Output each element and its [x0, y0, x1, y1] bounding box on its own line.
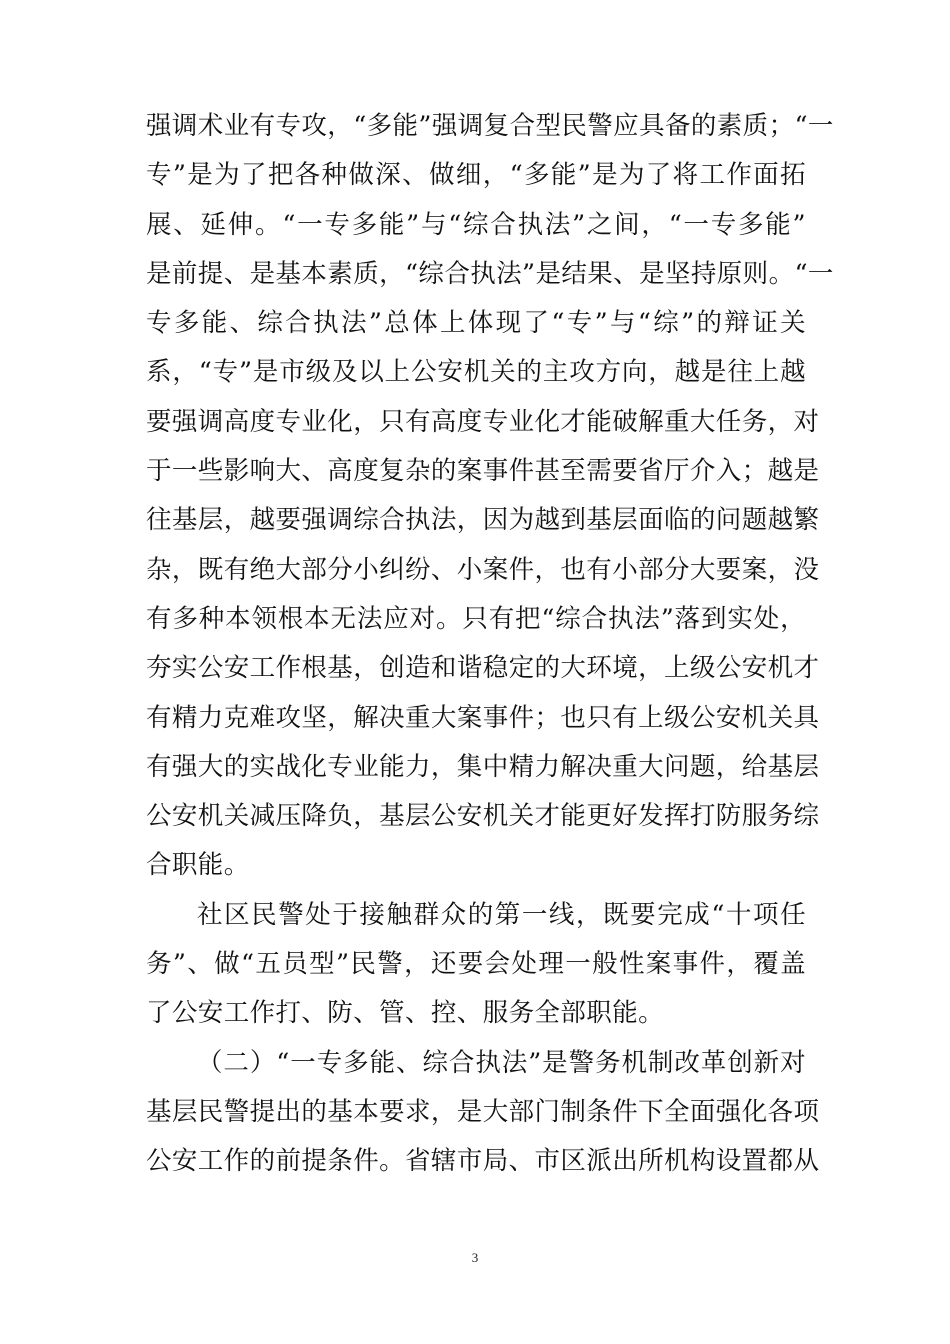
text-line: 杂，既有绝大部分小纠纷、小案件，也有小部分大要案，没: [146, 554, 820, 585]
text-line: 有强大的实战化专业能力，集中精力解决重大问题，给基层: [146, 751, 820, 782]
text-line: 基层民警提出的基本要求，是大部门制条件下全面强化各项: [146, 1096, 820, 1127]
paragraph-first-line: 社区民警处于接触群众的第一线，既要完成“十项任: [197, 899, 806, 930]
body-text: [146, 102, 834, 1187]
text-line: 了公安工作打、防、管、控、服务全部职能。: [146, 998, 665, 1029]
text-line: 有多种本领根本无法应对。只有把“综合执法”落到实处，: [146, 603, 806, 634]
text-line: 专多能、综合执法”总体上体现了“专”与“综”的辩证关: [146, 308, 806, 339]
text-line: 公安机关减压降负，基层公安机关才能更好发挥打防服务综: [146, 801, 820, 832]
text-line: 夯实公安工作根基，创造和谐稳定的大环境，上级公安机才: [146, 653, 820, 684]
page-number: 3: [471, 1250, 479, 1265]
text-line: 合职能。: [146, 850, 250, 881]
text-line: 展、延伸。“一专多能”与“综合执法”之间，“一专多能”: [146, 209, 806, 240]
text-line: 往基层，越要强调综合执法，因为越到基层面临的问题越繁: [146, 505, 820, 536]
text-line: 是前提、是基本素质，“综合执法”是结果、是坚持原则。“一: [146, 258, 834, 289]
text-line: 公安工作的前提条件。省辖市局、市区派出所机构设置都从: [146, 1146, 820, 1177]
text-line: 要强调高度专业化，只有高度专业化才能破解重大任务，对: [146, 406, 820, 437]
section-heading-line: （二）“一专多能、综合执法”是警务机制改革创新对: [197, 1047, 806, 1078]
text-line: 有精力克难攻坚，解决重大案事件；也只有上级公安机关具: [146, 702, 820, 733]
text-line: 于一些影响大、高度复杂的案事件甚至需要省厅介入；越是: [146, 456, 820, 487]
text-line: 系，“专”是市级及以上公安机关的主攻方向，越是往上越: [146, 357, 806, 388]
text-line: 专”是为了把各种做深、做细，“多能”是为了将工作面拓: [146, 160, 806, 191]
text-line: 务”、做“五员型”民警，还要会处理一般性案事件，覆盖: [146, 949, 806, 980]
text-line: 强调术业有专攻，“多能”强调复合型民警应具备的素质；“一: [146, 111, 834, 141]
